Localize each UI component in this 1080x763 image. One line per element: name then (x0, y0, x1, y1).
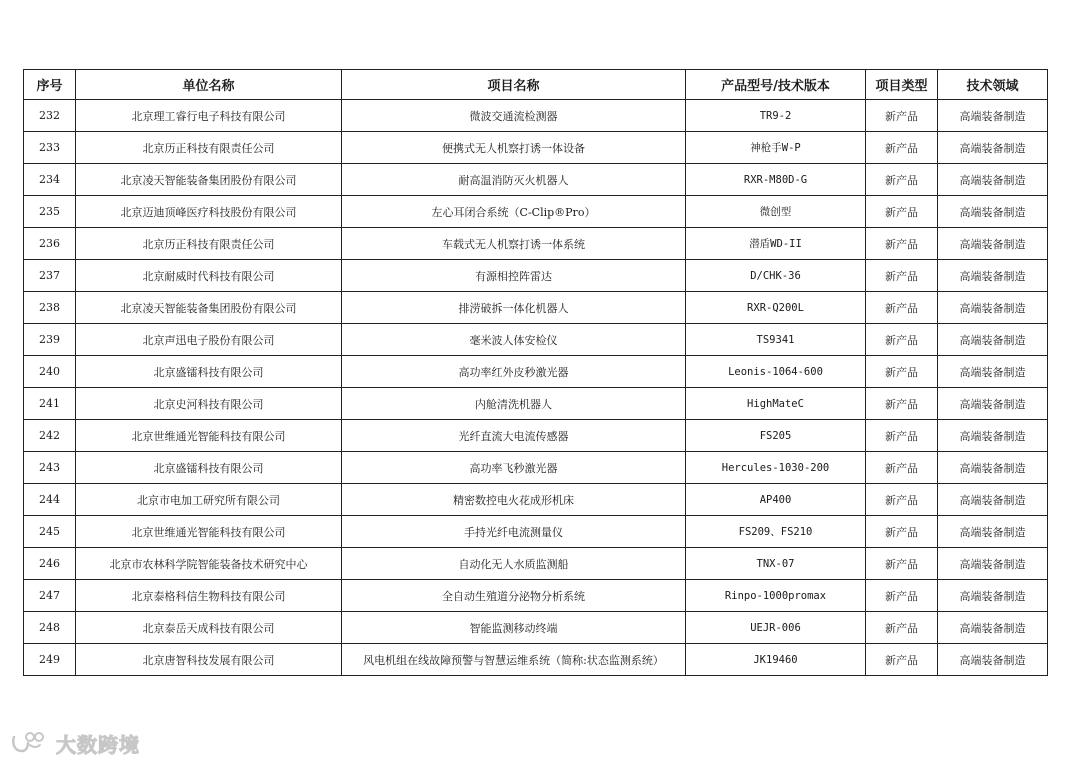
cell-company: 北京世维通光智能科技有限公司 (76, 420, 342, 452)
table-row (24, 132, 1048, 164)
table-row (24, 612, 1048, 644)
cell-company: 北京凌天智能装备集团股份有限公司 (76, 292, 342, 324)
cell-field: 高端装备制造 (938, 484, 1048, 516)
table-row (24, 516, 1048, 548)
cell-type: 新产品 (866, 228, 938, 260)
cell-company: 北京盛镭科技有限公司 (76, 452, 342, 484)
cell-field: 高端装备制造 (938, 164, 1048, 196)
cell-company: 北京迈迪顶峰医疗科技股份有限公司 (76, 196, 342, 228)
cell-model: TR9-2 (686, 100, 866, 132)
cell-type: 新产品 (866, 420, 938, 452)
table-row (24, 420, 1048, 452)
cell-model: RXR-M80D-G (686, 164, 866, 196)
table-row (24, 292, 1048, 324)
cell-company: 北京盛镭科技有限公司 (76, 356, 342, 388)
header-project: 项目名称 (342, 70, 686, 100)
cell-field: 高端装备制造 (938, 100, 1048, 132)
cell-field: 高端装备制造 (938, 132, 1048, 164)
cell-model: 潜盾WD-II (686, 228, 866, 260)
cell-type: 新产品 (866, 452, 938, 484)
cell-index: 241 (24, 388, 76, 420)
cell-company: 北京世维通光智能科技有限公司 (76, 516, 342, 548)
cell-project: 精密数控电火花成形机床 (342, 484, 686, 516)
cell-project: 智能监测移动终端 (342, 612, 686, 644)
header-company: 单位名称 (76, 70, 342, 100)
cell-type: 新产品 (866, 132, 938, 164)
watermark (10, 728, 140, 758)
table-row (24, 356, 1048, 388)
cell-company: 北京唐智科技发展有限公司 (76, 644, 342, 676)
table-row (24, 580, 1048, 612)
cell-model: UEJR-006 (686, 612, 866, 644)
cell-type: 新产品 (866, 356, 938, 388)
cell-project: 内舱清洗机器人 (342, 388, 686, 420)
cell-type: 新产品 (866, 100, 938, 132)
table-row (24, 324, 1048, 356)
cell-company: 北京泰格科信生物科技有限公司 (76, 580, 342, 612)
header-type: 项目类型 (866, 70, 938, 100)
cell-project: 手持光纤电流测量仪 (342, 516, 686, 548)
cell-field: 高端装备制造 (938, 548, 1048, 580)
table-row (24, 228, 1048, 260)
cell-project: 左心耳闭合系统（C-Clip®Pro） (342, 196, 686, 228)
cell-index: 239 (24, 324, 76, 356)
cell-field: 高端装备制造 (938, 324, 1048, 356)
cell-model: AP400 (686, 484, 866, 516)
cell-field: 高端装备制造 (938, 580, 1048, 612)
cell-field: 高端装备制造 (938, 292, 1048, 324)
cell-index: 236 (24, 228, 76, 260)
cell-type: 新产品 (866, 580, 938, 612)
table-row (24, 452, 1048, 484)
cell-company: 北京凌天智能装备集团股份有限公司 (76, 164, 342, 196)
cell-type: 新产品 (866, 484, 938, 516)
cell-index: 248 (24, 612, 76, 644)
cell-field: 高端装备制造 (938, 260, 1048, 292)
cell-index: 237 (24, 260, 76, 292)
cell-field: 高端装备制造 (938, 228, 1048, 260)
cell-project: 高功率飞秒激光器 (342, 452, 686, 484)
cell-index: 242 (24, 420, 76, 452)
cell-model: JK19460 (686, 644, 866, 676)
header-model: 产品型号/技术版本 (686, 70, 866, 100)
cell-field: 高端装备制造 (938, 644, 1048, 676)
cell-type: 新产品 (866, 644, 938, 676)
cell-field: 高端装备制造 (938, 420, 1048, 452)
cell-field: 高端装备制造 (938, 516, 1048, 548)
cell-type: 新产品 (866, 164, 938, 196)
cell-model: FS209、FS210 (686, 516, 866, 548)
cell-company: 北京历正科技有限责任公司 (76, 228, 342, 260)
cell-project: 全自动生殖道分泌物分析系统 (342, 580, 686, 612)
cell-company: 北京市电加工研究所有限公司 (76, 484, 342, 516)
cell-model: Hercules-1030-200 (686, 452, 866, 484)
cell-project: 光纤直流大电流传感器 (342, 420, 686, 452)
cell-project: 风电机组在线故障预警与智慧运维系统（简称:状态监测系统） (342, 644, 686, 676)
cell-project: 车载式无人机察打诱一体系统 (342, 228, 686, 260)
cell-field: 高端装备制造 (938, 452, 1048, 484)
cell-company: 北京耐威时代科技有限公司 (76, 260, 342, 292)
cell-model: RXR-Q200L (686, 292, 866, 324)
table-row (24, 164, 1048, 196)
table-row (24, 484, 1048, 516)
table-row (24, 388, 1048, 420)
cell-company: 北京声迅电子股份有限公司 (76, 324, 342, 356)
cell-company: 北京历正科技有限责任公司 (76, 132, 342, 164)
cell-model: FS205 (686, 420, 866, 452)
cell-company: 北京史河科技有限公司 (76, 388, 342, 420)
cell-field: 高端装备制造 (938, 388, 1048, 420)
table-header-row (24, 70, 1048, 100)
cell-type: 新产品 (866, 388, 938, 420)
cell-model: D/CHK-36 (686, 260, 866, 292)
cell-company: 北京泰岳天成科技有限公司 (76, 612, 342, 644)
cell-index: 235 (24, 196, 76, 228)
cell-field: 高端装备制造 (938, 196, 1048, 228)
cell-field: 高端装备制造 (938, 356, 1048, 388)
cell-index: 244 (24, 484, 76, 516)
project-list-table (23, 69, 1048, 676)
cell-type: 新产品 (866, 260, 938, 292)
cell-type: 新产品 (866, 324, 938, 356)
cell-model: TS9341 (686, 324, 866, 356)
cell-company: 北京市农林科学院智能装备技术研究中心 (76, 548, 342, 580)
brand-logo-icon (10, 729, 50, 757)
cell-project: 毫米波人体安检仪 (342, 324, 686, 356)
cell-model: Leonis-1064-600 (686, 356, 866, 388)
cell-type: 新产品 (866, 612, 938, 644)
cell-project: 便携式无人机察打诱一体设备 (342, 132, 686, 164)
cell-index: 234 (24, 164, 76, 196)
cell-type: 新产品 (866, 292, 938, 324)
cell-project: 有源相控阵雷达 (342, 260, 686, 292)
watermark-text: 大数跨境 (56, 732, 140, 757)
table-body (24, 100, 1048, 676)
cell-type: 新产品 (866, 196, 938, 228)
table-row (24, 548, 1048, 580)
cell-field: 高端装备制造 (938, 612, 1048, 644)
cell-project: 高功率红外皮秒激光器 (342, 356, 686, 388)
cell-project: 排涝破拆一体化机器人 (342, 292, 686, 324)
table-row (24, 100, 1048, 132)
cell-model: Rinpo-1000promax (686, 580, 866, 612)
cell-index: 245 (24, 516, 76, 548)
cell-model: HighMateC (686, 388, 866, 420)
cell-index: 238 (24, 292, 76, 324)
cell-index: 249 (24, 644, 76, 676)
table-row (24, 260, 1048, 292)
cell-index: 247 (24, 580, 76, 612)
cell-index: 243 (24, 452, 76, 484)
cell-index: 232 (24, 100, 76, 132)
cell-type: 新产品 (866, 548, 938, 580)
cell-index: 233 (24, 132, 76, 164)
header-field: 技术领域 (938, 70, 1048, 100)
cell-index: 246 (24, 548, 76, 580)
header-index: 序号 (24, 70, 76, 100)
cell-model: TNX-07 (686, 548, 866, 580)
table-row (24, 196, 1048, 228)
cell-model: 微创型 (686, 196, 866, 228)
cell-project: 微波交通流检测器 (342, 100, 686, 132)
cell-model: 神枪手W-P (686, 132, 866, 164)
cell-project: 自动化无人水质监测船 (342, 548, 686, 580)
table-row (24, 644, 1048, 676)
cell-company: 北京理工睿行电子科技有限公司 (76, 100, 342, 132)
cell-type: 新产品 (866, 516, 938, 548)
cell-index: 240 (24, 356, 76, 388)
cell-project: 耐高温消防灭火机器人 (342, 164, 686, 196)
